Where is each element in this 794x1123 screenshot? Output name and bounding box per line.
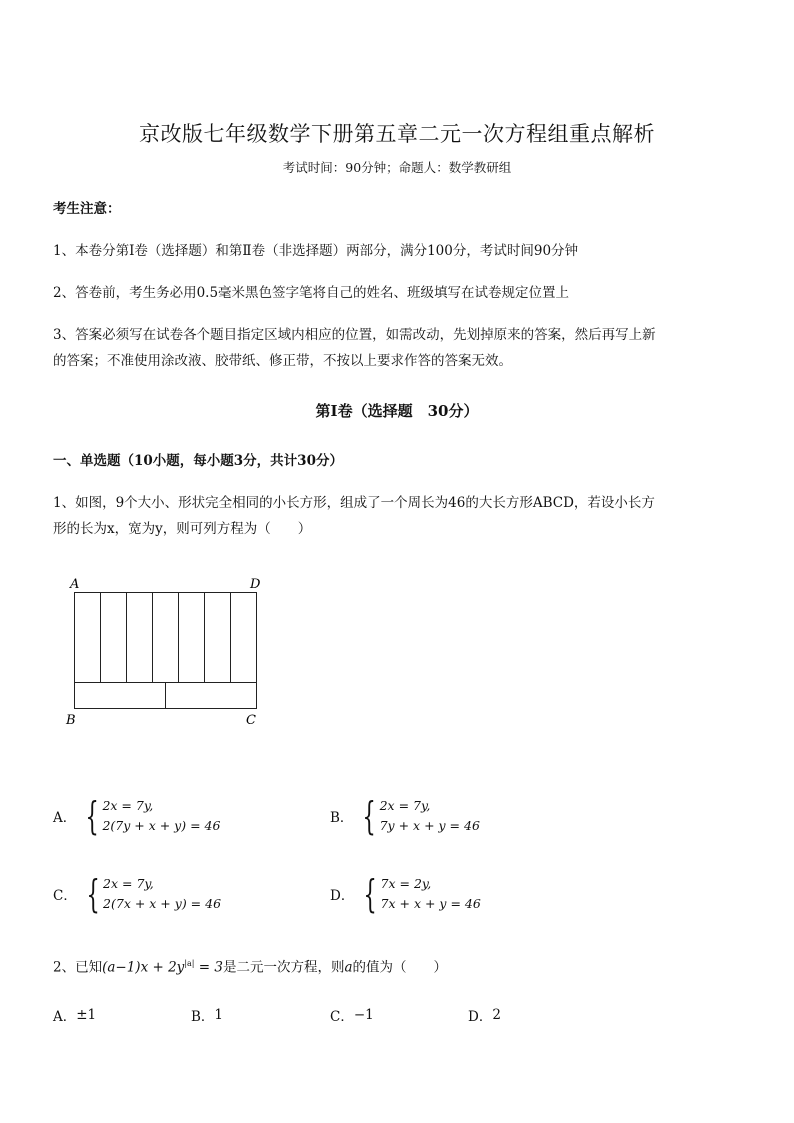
option-label: C． xyxy=(330,1009,354,1025)
equation-1: 2x = 7y, xyxy=(102,798,154,813)
question-2-stem xyxy=(53,951,753,981)
section-title: 第Ⅰ卷（选择题 30分） xyxy=(315,402,479,420)
option-value: 1 xyxy=(214,1007,224,1023)
exam-info: 考试时间：90分钟；命题人：数学教研组 xyxy=(282,160,512,175)
stem-text: 是二元一次方程，则 xyxy=(222,959,345,976)
vertex-label-b: B xyxy=(66,713,76,728)
option-label: B． xyxy=(191,1009,215,1025)
stem-text: 的值为（ ） xyxy=(352,959,448,976)
part-heading: 一、单选题（10小题，每小题3分，共计30分） xyxy=(53,453,343,469)
equation-1: 2x = 7y, xyxy=(103,876,154,891)
brace-icon: { xyxy=(363,872,378,916)
notice-heading: 考生注意： xyxy=(53,201,121,217)
brace-icon: { xyxy=(86,872,100,916)
option-value: −1 xyxy=(353,1007,374,1023)
notice-item-3-cont: 的答案；不准使用涂改液、胶带纸、修正带，不按以上要求作答的答案无效。 xyxy=(53,353,512,369)
vertex-label-d: D xyxy=(250,577,261,592)
q2-option-b[interactable] xyxy=(191,1005,223,1025)
option-label: C． xyxy=(53,888,77,904)
stem-text: 2、已知 xyxy=(53,959,103,976)
notice-item-2: 2、答卷前，考生务必用0.5毫米黑色签字笔将自己的姓名、班级填写在试卷规定位置上 xyxy=(53,285,570,301)
equation-2: 7x + x + y = 46 xyxy=(380,896,481,911)
q2-option-d[interactable] xyxy=(468,1005,501,1025)
option-label: B． xyxy=(330,810,354,826)
notice-item-3: 3、答案必须写在试卷各个题目指定区域内相应的位置，如需改动，先划掉原来的答案，然后再写上新 xyxy=(53,327,656,343)
equation-1: 2x = 7y, xyxy=(379,798,431,813)
variable-text: a xyxy=(344,959,353,976)
brace-icon: { xyxy=(362,794,377,838)
question-1-line-2: 形的长为x，宽为y，则可列方程为（ ） xyxy=(53,521,312,537)
notice-item-1: 1、本卷分第Ⅰ卷（选择题）和第Ⅱ卷（非选择题）两部分，满分100分，考试时间90分钟 xyxy=(53,243,579,259)
equation-2: 7y + x + y = 46 xyxy=(379,818,480,833)
exponent-text: |a| xyxy=(184,959,195,968)
q1-option-c[interactable] xyxy=(53,874,221,914)
equation-1: 7x = 2y, xyxy=(380,876,432,891)
option-value: ±1 xyxy=(76,1007,97,1023)
vertex-label-a: A xyxy=(70,577,80,592)
page-title: 京改版七年级数学下册第五章二元一次方程组重点解析 xyxy=(139,122,655,146)
equation-2: 2(7x + x + y) = 46 xyxy=(103,896,222,911)
q2-option-c[interactable] xyxy=(330,1005,374,1025)
equation-tail: = 3 xyxy=(194,959,223,976)
rectangle-figure xyxy=(60,572,270,732)
q2-option-a[interactable] xyxy=(53,1005,96,1025)
question-1-line-1: 1、如图，9个大小、形状完全相同的小长方形，组成了一个周长为46的大长方形ABCD，若设小长方 xyxy=(53,495,655,511)
option-label: D． xyxy=(468,1009,493,1025)
vertex-label-c: C xyxy=(246,713,256,728)
brace-icon: { xyxy=(85,794,99,838)
equation-2: 2(7y + x + y) = 46 xyxy=(102,818,221,833)
option-label: A． xyxy=(53,1009,77,1025)
option-value: 2 xyxy=(492,1007,501,1023)
q1-option-a[interactable] xyxy=(53,796,220,836)
q1-option-d[interactable] xyxy=(330,874,481,914)
equation-text: (a−1)x + 2y xyxy=(102,959,185,976)
option-label: D． xyxy=(330,888,355,904)
q1-option-b[interactable] xyxy=(330,796,480,836)
option-label: A． xyxy=(53,810,77,826)
